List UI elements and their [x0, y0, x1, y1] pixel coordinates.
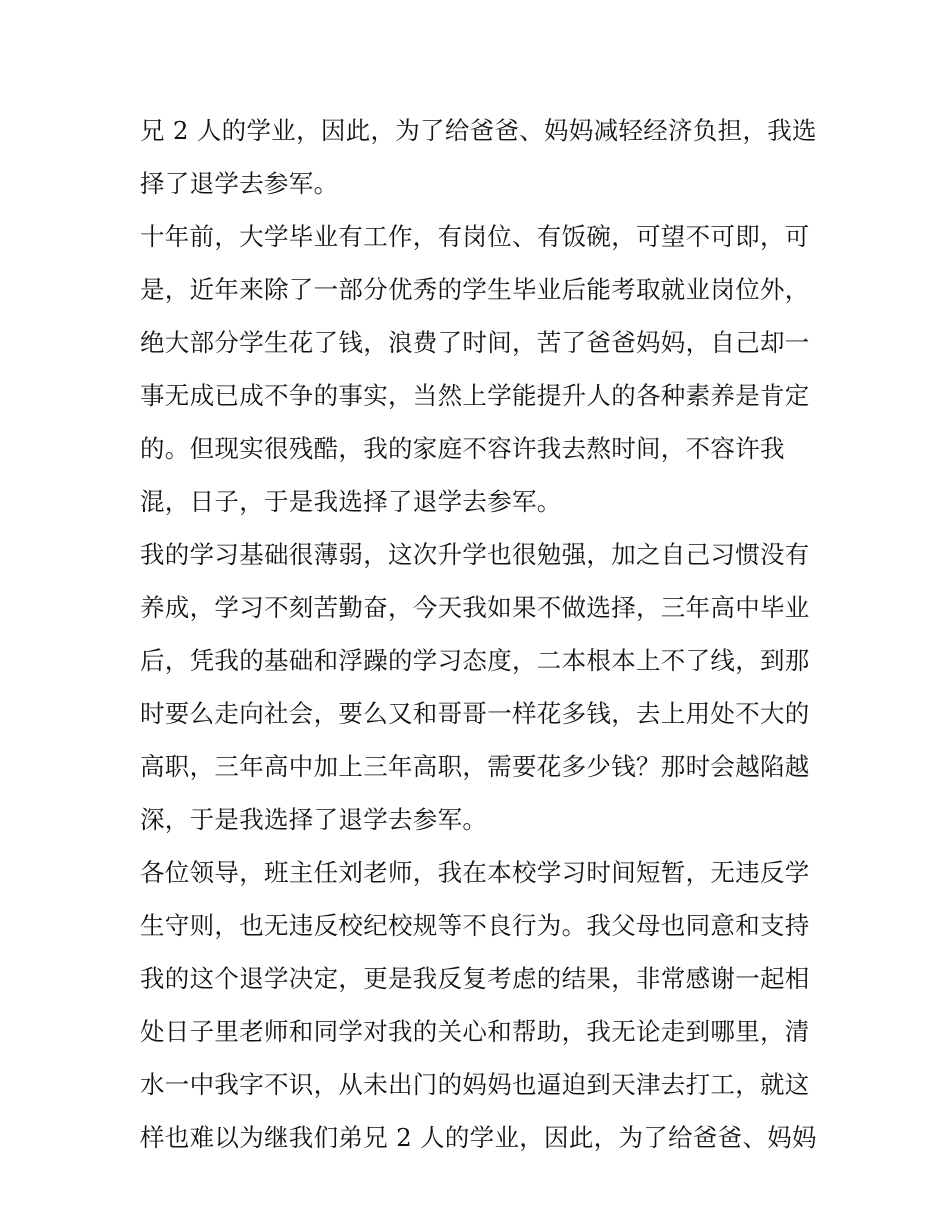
text-line: 后，凭我的基础和浮躁的学习态度，二本根本上不了线，到那 [140, 646, 810, 675]
text-line: 十年前，大学毕业有工作，有岗位、有饭碗，可望不可即，可 [140, 222, 810, 251]
text-line: 我的学习基础很薄弱，这次升学也很勉强，加之自己习惯没有 [140, 540, 810, 569]
text-line: 高职，三年高中加上三年高职，需要花多少钱？那时会越陷越 [140, 752, 810, 781]
text-line: 生守则，也无违反校纪校规等不良行为。我父母也同意和支持 [140, 911, 810, 940]
text-line: 的。但现实很残酷，我的家庭不容许我去熬时间，不容许我 [140, 434, 785, 463]
text-line: 事无成已成不争的事实，当然上学能提升人的各种素养是肯定 [140, 381, 810, 410]
text-line: 兄 2 人的学业，因此，为了给爸爸、妈妈减轻经济负担，我选 [140, 116, 817, 145]
text-line: 深，于是我选择了退学去参军。 [140, 805, 488, 834]
text-line: 养成，学习不刻苦勤奋，今天我如果不做选择，三年高中毕业 [140, 593, 810, 622]
text-line: 水一中我字不识，从未出门的妈妈也逼迫到天津去打工，就这 [140, 1070, 810, 1099]
text-line: 处日子里老师和同学对我的关心和帮助，我无论走到哪里，清 [140, 1017, 810, 1046]
text-line: 样也难以为继我们弟兄 2 人的学业，因此，为了给爸爸、妈妈 [140, 1123, 817, 1152]
text-line: 各位领导，班主任刘老师，我在本校学习时间短暂，无违反学 [140, 858, 810, 887]
text-line: 混，日子，于是我选择了退学去参军。 [140, 487, 562, 516]
text-line: 择了退学去参军。 [140, 169, 339, 198]
text-line: 我的这个退学决定，更是我反复考虑的结果，非常感谢一起相 [140, 964, 810, 993]
body-text [140, 104, 820, 1164]
text-line: 绝大部分学生花了钱，浪费了时间，苦了爸爸妈妈，自己却一 [140, 328, 810, 357]
text-line: 时要么走向社会，要么又和哥哥一样花多钱，去上用处不大的 [140, 699, 810, 728]
text-line: 是，近年来除了一部分优秀的学生毕业后能考取就业岗位外， [140, 275, 810, 304]
